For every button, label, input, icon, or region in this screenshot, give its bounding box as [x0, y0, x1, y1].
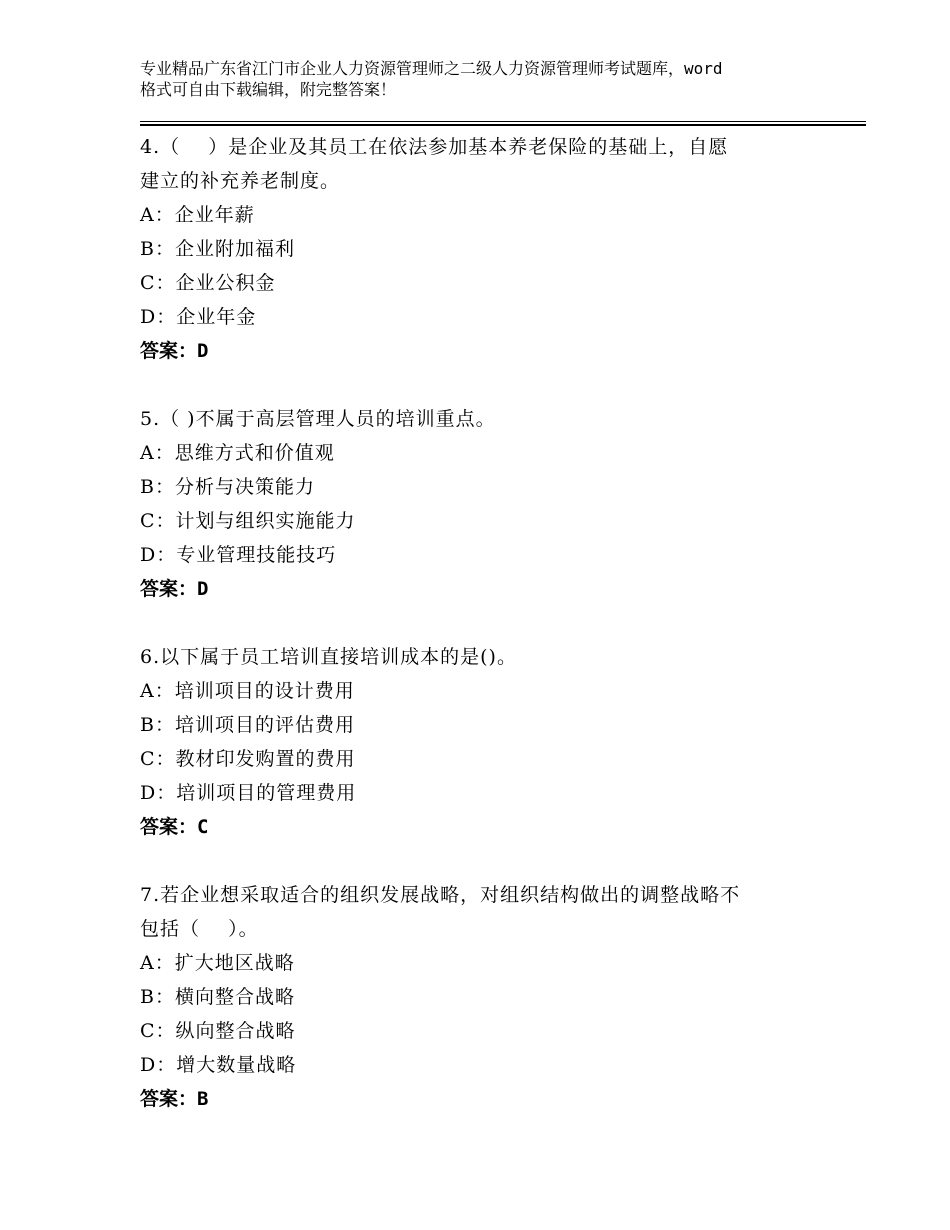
question-4 — [140, 130, 840, 368]
option-a: A：培训项目的设计费用 — [140, 680, 355, 702]
answer-label: 答案：D — [140, 340, 209, 362]
answer-label: 答案：C — [140, 816, 209, 838]
question-spacer — [140, 844, 840, 878]
answer-label: 答案：B — [140, 1088, 209, 1110]
header-title-line-2: 格式可自由下载编辑，附完整答案！ — [140, 80, 397, 99]
question-text-continued: 包括（ ）。 — [140, 918, 259, 940]
question-text: 4.（ ）是企业及其员工在依法参加基本养老保险的基础上，自愿 — [140, 136, 729, 158]
question-spacer — [140, 606, 840, 640]
header-title-line-1: 专业精品广东省江门市企业人力资源管理师之二级人力资源管理师考试题库，word — [140, 59, 723, 78]
question-text-continued: 建立的补充养老制度。 — [140, 170, 341, 192]
option-d: D：专业管理技能技巧 — [140, 544, 337, 566]
document-header — [140, 58, 830, 100]
header-divider-thick — [140, 124, 866, 126]
question-7 — [140, 878, 840, 1116]
question-6 — [140, 640, 840, 844]
answer-label: 答案：D — [140, 578, 209, 600]
question-5 — [140, 402, 840, 606]
option-b: B：企业附加福利 — [140, 238, 295, 260]
option-d: D：企业年金 — [140, 306, 257, 328]
option-c: C：计划与组织实施能力 — [140, 510, 356, 532]
option-c: C：教材印发购置的费用 — [140, 748, 356, 770]
option-d: D：增大数量战略 — [140, 1054, 297, 1076]
question-spacer — [140, 368, 840, 402]
question-text: 5.（ )不属于高层管理人员的培训重点。 — [140, 408, 496, 430]
question-text: 7.若企业想采取适合的组织发展战略，对组织结构做出的调整战略不 — [140, 884, 741, 906]
header-divider-thin — [140, 121, 866, 122]
option-c: C：企业公积金 — [140, 272, 276, 294]
option-b: B：分析与决策能力 — [140, 476, 315, 498]
option-b: B：横向整合战略 — [140, 986, 295, 1008]
question-text: 6.以下属于员工培训直接培训成本的是()。 — [140, 646, 517, 668]
option-d: D：培训项目的管理费用 — [140, 782, 357, 804]
option-a: A：思维方式和价值观 — [140, 442, 335, 464]
question-list — [140, 130, 840, 1116]
option-a: A：扩大地区战略 — [140, 952, 295, 974]
option-b: B：培训项目的评估费用 — [140, 714, 355, 736]
option-a: A：企业年薪 — [140, 204, 255, 226]
option-c: C：纵向整合战略 — [140, 1020, 296, 1042]
